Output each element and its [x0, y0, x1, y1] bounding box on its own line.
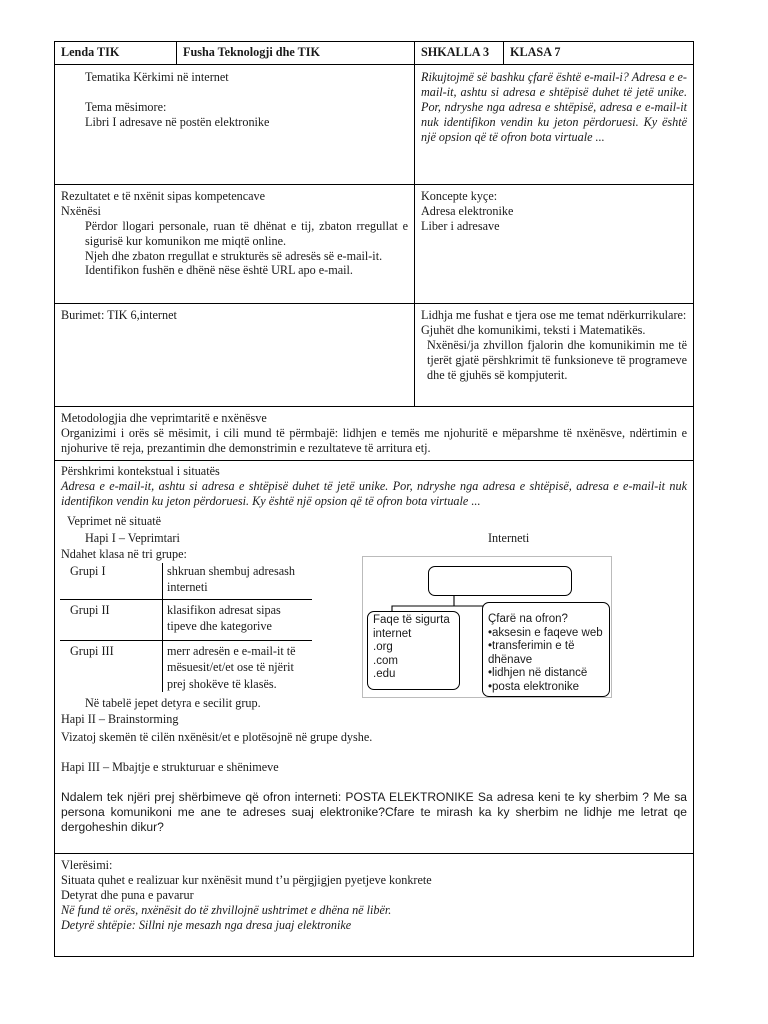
diagram-left-line: .org	[373, 641, 393, 654]
subject-cell	[55, 45, 176, 60]
activities-label: Veprimet në situatë	[67, 514, 162, 528]
links-title: Lidhja me fushat e tjera ose me temat ndërkurrikulare:	[421, 308, 687, 322]
key-concepts-cell	[415, 189, 693, 234]
methodology-text: Organizimi i orës së mësimit, i cili mund të përmbajë: lidhjen e temës me njohuritë e mëparshme të nxënësve, ndërtimin e njohurive të reja, prezantimin dhe demonstrimin e rezultateve të arritura etj.	[61, 425, 687, 455]
diagram-left-line: Faqe të sigurta	[373, 614, 450, 626]
assessment-cell	[55, 858, 693, 932]
class-cell	[504, 45, 693, 60]
assessment-note: Në fund të orës, nxënësit do të zhvillojnë ushtrimet e dhëna në libër.	[61, 902, 392, 917]
situation-intro-cell	[415, 70, 693, 144]
diagram-right-line: Çfarë na ofron?	[488, 613, 568, 625]
links-line1: Gjuhët dhe komunikimi, teksti i Matematikës.	[421, 322, 646, 337]
key-concepts-title: Koncepte kyçe:	[421, 189, 498, 203]
border-right	[693, 41, 694, 957]
row-divider	[54, 303, 694, 304]
step2-label: Hapi II – Brainstorming	[61, 712, 179, 726]
group-name: Grupi I	[60, 563, 163, 600]
step1-label: Hapi I – Veprimtari	[85, 531, 180, 545]
links-text: Nxënësi/ja zhvillon fjalorin dhe komunikimin me të tjerët gjatë përshkrimit të funksioneve të programeve dhe të gjuhës së kompjuterit.	[427, 337, 687, 382]
group-task: merr adresën e e-mail-it të mësuesit/et/et ose të njërit prej shokëve të klasës.	[163, 641, 313, 693]
groups-note: Në tabelë jepet detyra e secilit grup.	[85, 696, 261, 710]
diagram-right-line: •transferimin e të	[488, 640, 575, 653]
diagram-left-line: internet	[373, 627, 412, 640]
result-item: Përdor llogari personale, ruan të dhënat e tij, zbaton rregullat e sigurisë kur komunikon me miqtë online.	[85, 218, 408, 248]
homework-text: Detyrë shtëpie: Sillni nje mesazh nga dresa juaj elektronike	[61, 917, 352, 932]
thematic-text: Tematika Kërkimi në internet	[85, 70, 229, 84]
context-top	[55, 464, 693, 509]
diagram-right-line: •aksesin e faqeve web	[488, 626, 603, 639]
situation-intro-text: Rikujtojmë së bashku çfarë është e-mail-i? Adresa e e-mail-it, ashtu si adresa e shtëpisë duhet të jetë unike. Por, ndryshe nga adresa e shtëpisë, adresa e e-mail-it nuk identifikon vendin ku jeton përdoruesi. Ky është një opsion që të ofron bota virtuale ...	[421, 70, 687, 144]
border-bottom	[54, 956, 694, 957]
result-item: Njeh dhe zbaton rregullat e strukturës së adresës së e-mail-it.	[85, 248, 383, 263]
step3-text: Ndalem tek njëri prej shërbimeve që ofron interneti: POSTA ELEKTRONIKE Sa adresa keni te ky sherbim ? Me sa persona komunikoni me ane te adreses suaj elektronike?Cfare te mirash ka ky sherbim ne lidhje me letrat qe dergoheshin dikur?	[61, 790, 687, 835]
step3-label: Hapi III – Mbajtje e strukturuar e shënimeve	[61, 760, 279, 774]
row-divider	[54, 64, 694, 65]
topic-cell	[55, 70, 414, 130]
row-divider	[54, 406, 694, 407]
group-name: Grupi II	[60, 600, 163, 641]
results-student: Nxënësi	[61, 203, 101, 218]
key-concept-item: Adresa elektronike	[421, 203, 514, 218]
field-cell	[177, 45, 414, 60]
diagram-right-line: •posta elektronike	[488, 680, 579, 693]
result-item: Identifikon fushën e dhënë nëse është URL apo e-mail.	[85, 263, 353, 278]
context-text: Adresa e e-mail-it, ashtu si adresa e shtëpisë duhet të jetë unike. Por, ndryshe nga adresa e shtëpisë, adresa e e-mail-it nuk identifikon vendin ku jeton përdoruesi. Ky është një opsion që të ofron bota virtuale ...	[61, 478, 687, 508]
methodology-title: Metodologjia dhe veprimtaritë e nxënësve	[61, 411, 267, 425]
results-cell	[55, 189, 414, 278]
step2-text: Vizatoj skemën të cilën nxënësit/et e plotësojnë në grupe dyshe.	[61, 730, 373, 744]
level-cell	[415, 45, 503, 60]
lesson-label: Tema mësimore:	[85, 99, 167, 114]
lesson-title: Libri I adresave në postën elektronike	[85, 114, 270, 129]
diagram-title: Interneti	[488, 531, 530, 545]
group-name: Grupi III	[60, 641, 163, 693]
diagram-right-line: dhënave	[488, 653, 533, 666]
diagram-right-box	[482, 602, 610, 697]
assessment-title: Vlerësimi:	[61, 858, 113, 872]
group-task: shkruan shembuj adresash interneti	[167, 564, 295, 595]
groups-intro: Ndahet klasa në tri grupe:	[61, 547, 187, 561]
diagram-right-line: •lidhjen në distancë	[488, 667, 588, 680]
assessment-text: Situata quhet e realizuar kur nxënësit mund t’u përgjigjen pyetjeve konkrete	[61, 872, 432, 887]
border-top	[54, 41, 694, 42]
key-concept-item: Liber i adresave	[421, 218, 500, 233]
table-row	[60, 600, 312, 641]
methodology-cell	[55, 411, 693, 456]
row-divider	[54, 460, 694, 461]
table-row	[60, 641, 312, 693]
links-cell	[415, 308, 693, 382]
class-label: KLASA 7	[510, 45, 561, 59]
diagram-left-box	[367, 611, 460, 690]
group-task: klasifikon adresat sipas tipeve dhe kategorive	[163, 600, 313, 641]
sources-text: Burimet: TIK 6,internet	[61, 308, 177, 322]
table-row	[60, 563, 312, 600]
row-divider	[54, 853, 694, 854]
diagram-left-line: .com	[373, 654, 398, 667]
diagram-root-box	[428, 566, 572, 596]
row-divider	[54, 184, 694, 185]
results-title: Rezultatet e të nxënit sipas kompetencave	[61, 189, 266, 203]
homework-title: Detyrat dhe puna e pavarur	[61, 887, 194, 902]
level-label: SHKALLA 3	[421, 45, 490, 59]
field-label: Fusha Teknologji dhe TIK	[183, 45, 320, 59]
diagram-left-line: .edu	[373, 668, 396, 681]
groups-table	[60, 563, 312, 692]
context-title: Përshkrimi kontekstual i situatës	[61, 464, 220, 478]
sources-cell	[55, 308, 414, 323]
subject-label: Lenda TIK	[61, 45, 120, 59]
